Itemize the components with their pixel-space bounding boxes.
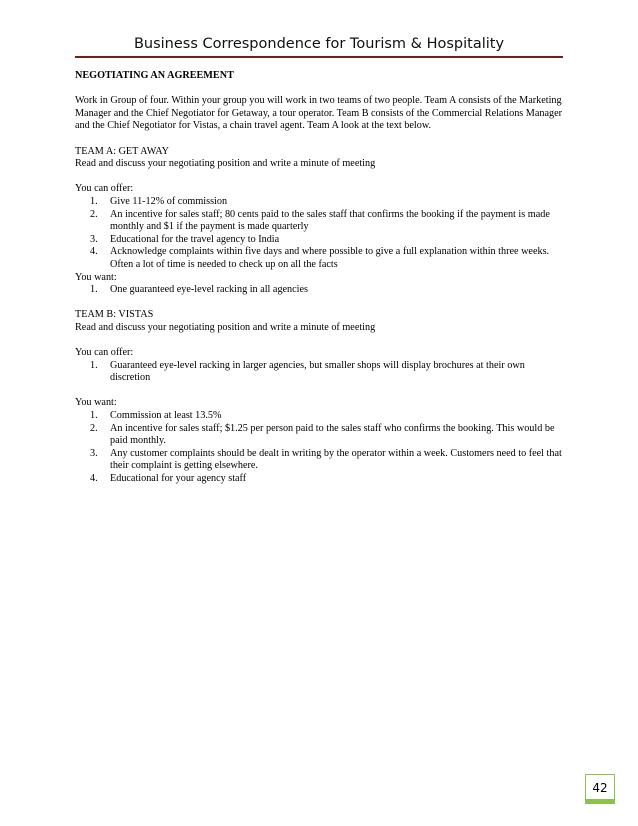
list-item (75, 234, 563, 247)
list-text: Educational for the travel agency to India (110, 233, 280, 245)
list-item (75, 423, 563, 448)
list-number: 2. (90, 208, 98, 220)
team-a-want-label: You want: (75, 271, 117, 283)
team-a-heading: TEAM A: GET AWAY (75, 145, 169, 157)
list-number: 2. (90, 422, 98, 434)
list-text: An incentive for sales staff; 80 cents paid to the sales staff that confirms the booking if the payment is made monthly and $1 if the payment is made quarterly (110, 208, 550, 233)
list-item (75, 410, 563, 423)
page-header-title: Business Correspondence for Tourism & Hospitality (133, 36, 505, 52)
team-b-heading: TEAM B: VISTAS (75, 309, 154, 321)
section-title: NEGOTIATING AN AGREEMENT (75, 70, 234, 81)
list-item (75, 360, 563, 385)
list-number: 3. (90, 233, 98, 245)
list-text: Commission at least 13.5% (110, 410, 222, 422)
list-item (75, 448, 563, 473)
list-text: Educational for your agency staff (110, 473, 247, 484)
team-a-offer-label: You can offer: (75, 183, 134, 195)
list-item (75, 246, 563, 271)
list-item (75, 473, 563, 486)
page-number: 42 (585, 774, 615, 800)
list-number: 4. (90, 473, 98, 484)
team-b-want-label: You want: (75, 397, 117, 409)
list-text: Any customer complaints should be dealt in writing by the operator within a week. Customers need to feel that their complaint is getting elsewhere. (110, 447, 562, 472)
list-item (75, 209, 563, 234)
team-a-wants-list (75, 284, 563, 297)
team-b-offer-label: You can offer: (75, 347, 134, 359)
team-b-wants-list (75, 410, 563, 486)
team-a-offers-list (75, 196, 563, 272)
list-number: 1. (90, 195, 98, 207)
team-b-offers-list (75, 360, 563, 385)
list-number: 1. (90, 284, 98, 296)
page-number-accent-bar (585, 799, 615, 804)
list-text: Guaranteed eye-level racking in larger agencies, but smaller shops will display brochures at their own discretion (110, 359, 525, 384)
list-number: 1. (90, 410, 98, 422)
team-a-instruction: Read and discuss your negotiating position and write a minute of meeting (75, 158, 376, 170)
list-number: 3. (90, 447, 98, 459)
team-b-instruction: Read and discuss your negotiating position and write a minute of meeting (75, 321, 376, 333)
list-item (75, 196, 563, 209)
list-item (75, 284, 563, 297)
list-text: Acknowledge complaints within five days and where possible to give a full explanation within three weeks. Often a lot of time is needed to check up on all the facts (110, 246, 550, 270)
list-number: 1. (90, 359, 98, 371)
list-text: Give 11-12% of commission (110, 195, 228, 207)
header-divider (75, 56, 563, 58)
list-number: 4. (90, 246, 98, 258)
intro-paragraph: Work in Group of four. Within your group you will work in two teams of two people. Team A consists of the Marketing Manager and the Chief Negotiator for Getaway, a tour operator. Team B consists of the Commercial Relations Manager and the Chief Negotiator for Vistas, a chain travel agent. Team A look at the text below. (75, 95, 563, 132)
list-text: One guaranteed eye-level racking in all agencies (110, 284, 308, 296)
list-text: An incentive for sales staff; $1.25 per person paid to the sales staff who confirms the booking. This would be paid monthly. (110, 422, 555, 447)
document-body (75, 70, 563, 486)
